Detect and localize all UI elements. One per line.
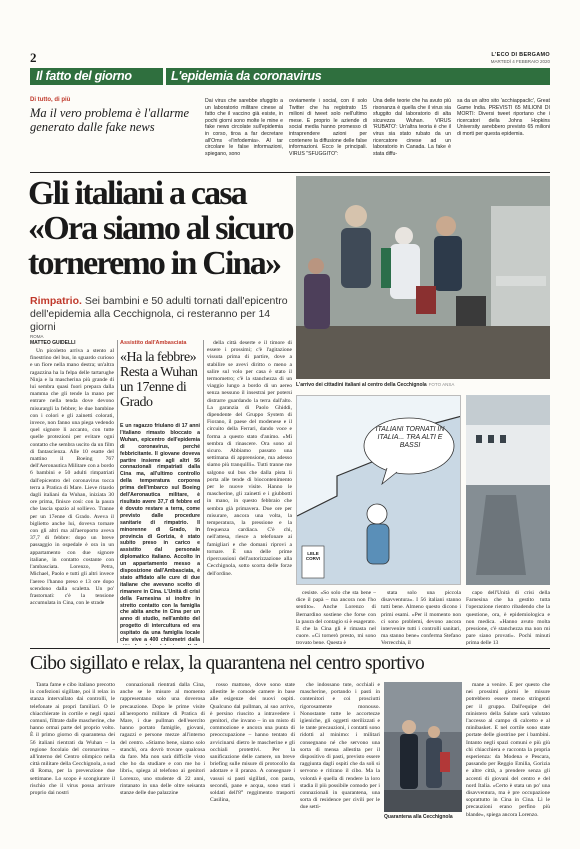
arrival-photo-illustration: [296, 176, 550, 379]
top-kicker: Di tutto, di più: [30, 97, 71, 103]
bottom-divider: [30, 648, 550, 649]
main-col-1: [30, 348, 114, 643]
second-col-4: [300, 682, 380, 822]
deck-kicker: Rimpatrio.: [30, 295, 82, 307]
col-sep-2: [203, 340, 204, 643]
section-label-left: Il fatto del giorno: [36, 69, 132, 83]
second-col-4-text: che indossano tute, occhiali e mascherine, portando i pasti in contenitori e coi prosciutti rigorosamente monouso. Nonostante tutte le accortezze igieniche, gli oggetti sterilizzati e le tante precauzioni, i contatti sono ridotti al minimo: i militari consegnano né che servono una sorta di mensa allestita per il dispositivo di pasti, previsto essere raggiunta dagli ospiti che da soli si servono e ritirano il cibo. Ma la volontà è quella di rendere la loro stadia il più possibile comodo per i connazionali in quarantena, una sorta di residence per civili per le due setti-: [300, 682, 380, 811]
second-col-2-text: connazionali rientrati dalla Cina, anche se le misure al momento rappresentano solo una doverosa precauzione. Dopo le prime visite all'aeroporto militare di Pratica di Mare, i due pullman dell'esercito hanno portato famiglie, giovani, ragazzi e persone mezze all'interno del centro. «Stiamo bene, siamo solo stanchi, ora dovrò trovare qualcosa da fare. Ma non sarà difficile visto che ho da studiare e con me ho i libri», spiega al telefono ai genitori Lorenzo, uno studente di 22 anni, rintanato in una delle oltre seisanta stanze delle due palazzine: [120, 682, 205, 797]
top-divider: [30, 172, 550, 173]
main-col-3-text: cesiste. «So solo che sta bene – dice il papà – ma ancora non l'ho sentito». Anche Lorenzo di Bernardino sostiene che forse con la paura del contagio si è esagerato. E che la Cina gli è rimasta nel cuore. «Ci tornerò presto, mi sono trovato bene. Questa è: [296, 590, 376, 645]
arrival-photo: [296, 176, 550, 379]
main-col-2: [207, 340, 292, 643]
quarantine-photo: [384, 682, 462, 812]
quarantine-photo-caption: [384, 814, 464, 820]
main-col-5-text: capo dell'Unità di crisi della Farnesina che ha gestito tutta l'operazione rientro ribadendo che la questione, ora, è epidemiologica e non medica. «Hanno avuto molta pressione, c'è stanchezza ma non mi pare siano provati». Pochi minuti prima delle 13: [466, 590, 550, 645]
section-divider: [163, 68, 166, 85]
main-col-4: [381, 590, 461, 645]
top-text-3: Una delle teorie che ha avuto più risonanza è quella che il virus sia sfuggito dal laboratorio di alta sicurezza Wuhan. VIRUS 'RUBATO': Un'altra teoria è che il virus sia stato rubato da un ricercatore cinese ad un laboratorio in Canada. La fake è stata diffu-: [373, 98, 451, 157]
main-col-3: [296, 590, 376, 645]
main-headline-2: «Ora siamo al sicuro: [28, 210, 293, 247]
main-col-1-text: Un picoletto arriva a stento al finestrino del bus, in sguardo curioso e un fiore nella mano destra; un'altra ragazzina ha la felpa delle tartarughe Ninja e la mascherina più grande di lui sembra quasi fuori prepara dalla mamma che gli tende la mano per entrare nella tenda dove devono misurargli la febbre; le due bambine con i colori e gli zainetti colorati, invece, non fanno una piega vedendo quel signore li accanto, con tutte quelle protezioni per evitare ogni contatto che sembra uscito da un film di fantascienza. Alle 10 esatte del mattino il Boeing 767 dell'Aeronautica Militare con a bordo 6 bambini e 50 adulti rimpatriati dall'epicentro del coronavirus tocca terra a Pratica di Mare. Lieve ritardo dagli italiani da Wuhan, iniziata 30 ore prima, finisce così: con la paura che lascia spazio al sollievo. Tranne per un 17enne di Grado. Aveva il biglietto anche lui, doveva tornare con gli altri ma all'aeroporto aveva 37,7 di febbre: dopo un breve passaggio in ospedale è ora in un appartamento con due signore italiane, in contatto costante con l'ambasciata. Lorenzo, Petra, Michael, Paolo e tutti gli altri invece l'aereo l'hanno preso e 13 ore dopo scendono dalla scaletta. Un po' frastornati: c'è la tensione accumulata in Cina, con le strade: [30, 348, 114, 607]
cartoon: [296, 395, 461, 585]
main-headline-3: torneremo in Cina»: [28, 245, 281, 282]
arrival-caption-credit: FOTO ANSA: [428, 382, 455, 387]
top-text-2: ovviamente i social, con il solo Twitter che ha registrato 15 milioni di tweet solo nell'ultimo mese. E proprio le aziende di social media hanno promesso di intraprendere azioni per contenere la diffusione delle false informazioni. Ecco le principali. VIRUS "SFUGGITO":: [289, 98, 367, 157]
main-col-5: [466, 590, 550, 645]
quarantine-caption-text: Quarantena alla Cecchignola: [384, 814, 453, 820]
second-col-1: [30, 682, 115, 822]
brand-name: L'ECO DI BERGAMO: [491, 52, 550, 58]
cartoon-speech: ITALIANI TORNATI IN ITALIA... TRA ALTI E BASSI: [375, 426, 445, 449]
airplane-photo-illustration: [466, 395, 550, 585]
top-text-1: Dai virus che sarebbe sfuggito a un laboratorio militare cinese al fatto che il vaccino già esiste, in pochi giorni sono molte le mine e fake news circolate sull'epidemia in corso, tiroa a far decretare all'Oms «l'infodemia». Al tar circolare le false informazioni, spiegano, sono: [205, 98, 283, 157]
sidebar-headline: «Ha la febbre» Resta a Wuhan un 17enne di Grado: [120, 350, 198, 410]
section-label-right: L'epidemia da coronavirus: [171, 69, 322, 83]
second-headline: Cibo sigillato e relax, la quarantena nel centro sportivo: [30, 653, 425, 674]
top-text-4: sa da un altro sito 'acchiappaclic', Great Game India. PREVISTI 65 MILIONI DI MORTI: Diversi tweet riportano che i ricercatori della Johns Hopkins University avrebbero previsto 65 milioni di morti per questa epidemia.: [457, 98, 550, 137]
second-col-3: [210, 682, 295, 822]
sidebar-body: È un ragazzo friulano di 17 anni l'italiano rimasto bloccato a Wuhan, epicentro dell'epidemia di coronavirus, perché febbricitante. Il giovane doveva partire insieme agli altri 56 connazionali rimpatriati dalla Cina ma, all'ultimo controllo della temperatura corporea prima dell'imbarco sul Boeing dell'Aeronautica militare, è risultato avere 37,7 di febbre ed è dovuto restare a terra, come previsto dalle procedure sanitarie di rimpatrio. Il minorenne di Grado, in provincia di Gorizia, è stato subito preso in carico e assistito dal personale diplomatico italiano. Accolto in un appartamento messo a disposizione dall'Ambasciata, è stato affidato alle cure di due italiane che avevano scelto di rimanere in Cina. L'Unità di crisi della Farnesina si inoltre in stretto contatto con la famiglia che abita anche in Cina per un anno di studio, nell'ambito del progetto di intercultura ed era ospitato da una famiglia locale che vive a 400 chilometri dalla: [120, 423, 200, 644]
section-bar: [30, 68, 550, 85]
main-col-2-text: della città deserte e il timore di essere i prossimi; c'è l'agitazione vissuta prima di partire, dove a stabilire se avevi diritto o meno a salire sul volo per casa è stato il termometro; c'è la stanchezza di un viaggio lungo a bordo di un aereo senza nessuno il insestrai per potersi distrarre guardando la terra dall'alto. La garanzia di Paolo Ghiddi, dipendente del Gruppo System di Fiorano, il paese del modenese e il circuito della Ferrari, dando voce e forma a questo stato d'animo. «Mi sembra di rinascere. Ora sono al sicuro. Abbiamo passato una settimana di apprensione, ma adesso siamo più tranquilli». Tutti tranne me salgono sul bus che dalla pista li porta alle tende di biocontenimento per le nuove visite. Hanno le mascherine, gli zainetti e i giubbotti in mano, in questo febbraio che sembra già primavera. Due ore per misurare, ancora una volta, la temperatura, la pressione e la frequenza cardiaca. C'è chi, nell'attesa, riesce a telefonare ai famigliari e che domani riprovi a tornare. È una delle prime ripercussioni dell'autorizzazione alla Cecchignola, sotto scorta delle forze dell'ordine.: [207, 340, 292, 577]
second-col-1-text: Tanta fame e cibo italiano precotto in confezioni sigillate, poi il relax in stanza intervallato dai controlli, le telefonate ai propri familiari. O le chiacchierate in cortile e negli spazi comuni, filtrate dalle mascherine, che hanno ormai parte del proprio volto. È il primo giorno di quarantena dei 56 italiani rientrati da Wuhan – la regione focolaio del coronavirus – all'interno del Centro olimpico nella città militare della Cecchignola, a sud di Roma, per la prevenzione due settimane. Lo scopo è scongiurare il rischio che il virus possa arrivare proprio dai nostri: [30, 682, 115, 797]
cartoon-signature: LELE CORVI: [305, 551, 321, 561]
arrival-caption-text: L'arrivo dei cittadini italiani al centro della Cecchignola: [296, 382, 427, 388]
issue-date: MARTEDÌ 4 FEBBRAIO 2020: [490, 59, 550, 64]
second-col-3-text: rosso mattone, dove sono state allestite le comode camere in base alle esigenze dei nuovi ospiti. Qualcuno dal pullman, al suo arrivo, è persino riuscito a intravedere i genitori, che invano – in un misto di commozione e ancora una punta di preoccupazione – hanno tentato di avvicinarsi dietro le mascherine e gli occhiali protettivi. Per la sanificazione delle camere, un breve briefing sulle misure di protocollo da adottare e il pranzo. A consegnare i vassoi si pasti sigillati, con pasta, secondi, pane e acqua, sono stati i soldati dell'8° reggimento trasporti Casilina,: [210, 682, 295, 804]
deck-text: Sei bambini e 50 adulti tornati dall'epicentro dell'epidemia alla Cecchignola, ci resteranno per 14 giorni: [30, 295, 288, 333]
deck: [30, 295, 294, 334]
second-col-2: [120, 682, 205, 822]
second-col-5: [466, 682, 550, 842]
byline: MATTEO GUIDELLI: [30, 340, 76, 346]
second-col-5-text: mane a venire. È per questo che nei prossimi giorni le misure potrebbero essere meno stringenti per il gruppo. Dall'equipe del ministero della Salute sarà valutato l'accesso al campo di calcetto e al minibasket. E nel cortile sono state portate delle giostrine per i bambini. Intanto negli spazi comuni e più giù chi chiacchiera e racconta la propria esperienza: da Modena e Pescara, passando per Reggio Emilia, Gorizia e altre città, a prendere senza gli accenti di giovani del centro e del nord Italia. «Certo è stata un po' una disavventura, ma è pre occupazione soprattutto in Cina in Cina. Lì le precauzioni erano perfino più blande», spiega ancora Lorenzo.: [466, 682, 550, 818]
sidebar-kicker: Assistito dall'Ambasciata: [120, 340, 187, 346]
col-sep-1: [117, 340, 118, 643]
top-headline: Ma il vero problema è l'allarme generato dalle fake news: [30, 106, 190, 134]
main-col-4-text: stata solo una piccola disavventura». I 56 italiani stanno tutti bene. Almeno questo dicono i primi esami. «Per il momento non ci sono problemi, devono ancora intervenire tutti i controlli sanitari, ma stanno bene» conferma Stefano Verrecchia, il: [381, 590, 461, 645]
arrival-photo-caption: [296, 382, 550, 388]
page-number: 2: [30, 50, 37, 65]
dateline: ROMA: [30, 334, 44, 339]
quarantine-photo-illustration: [384, 682, 462, 812]
main-headline-1: Gli italiani a casa: [28, 175, 246, 212]
airplane-photo: [466, 395, 550, 585]
